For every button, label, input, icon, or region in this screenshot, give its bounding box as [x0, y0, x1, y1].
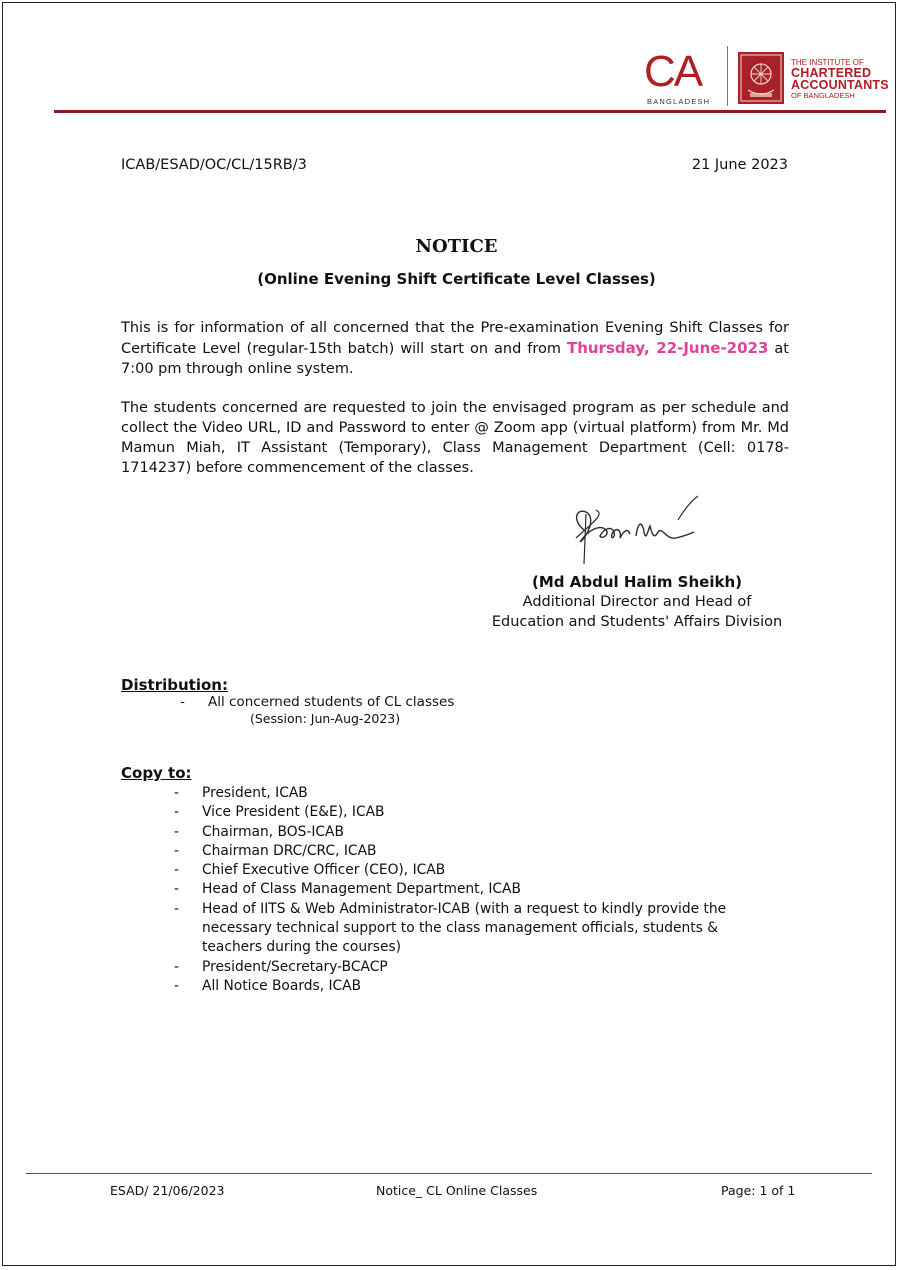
ca-logo-letters: CA	[644, 47, 702, 96]
icab-wordmark	[791, 58, 891, 100]
signatory-designation-2: Education and Students' Affairs Division	[491, 614, 783, 630]
list-dash: -	[174, 900, 179, 917]
list-item	[174, 900, 774, 958]
list-item	[174, 803, 774, 822]
list-item	[174, 958, 774, 977]
page-border	[2, 2, 896, 1266]
list-item-text: Chief Executive Officer (CEO), ICAB	[202, 862, 446, 879]
paragraph-1-end: at 7:00 pm through online system.	[121, 341, 789, 377]
list-item-text: Head of IITS & Web Administrator-ICAB (with a request to kindly provide the necessary technical support to the class management officials, students & teachers during the courses)	[202, 900, 727, 956]
reference-number: ICAB/ESAD/OC/CL/15RB/3	[121, 157, 307, 173]
paragraph-2: The students concerned are requested to join the envisaged program as per schedule and collect the Video URL, ID and Password to enter @ Zoom app (virtual platform) from Mr. Md Mamun Miah, IT Assistant (Temporary), Class Management Department (Cell: 0178-1714237) before commencement of the classes.	[121, 400, 789, 476]
signatory-name: (Md Abdul Halim Sheikh)	[532, 573, 742, 591]
footer-page-number: Page: 1 of 1	[721, 1183, 796, 1198]
distribution-text: All concerned students of CL classes	[208, 694, 455, 710]
list-item	[174, 977, 774, 996]
list-item	[174, 842, 774, 861]
paragraph-1-start: This is for information of all concerned that the Pre-examination Evening Shift Classes for Certificate Level (regular-15th batch) will start on and from	[121, 320, 789, 357]
list-item-text: President, ICAB	[202, 785, 308, 801]
list-item-text: All Notice Boards, ICAB	[202, 977, 362, 994]
list-item	[174, 823, 774, 842]
ca-bangladesh-logo	[644, 47, 720, 110]
list-item	[174, 861, 774, 880]
distribution-session: (Session: Jun-Aug-2023)	[250, 711, 401, 726]
paragraph-1	[121, 318, 789, 379]
notice-title: NOTICE	[415, 236, 498, 257]
list-dash: -	[174, 804, 179, 821]
signature-icon	[566, 490, 706, 572]
list-dash: -	[180, 694, 185, 710]
list-dash: -	[174, 842, 179, 859]
header-rule	[54, 110, 886, 113]
list-item-text: President/Secretary-BCACP	[202, 958, 388, 975]
list-item	[174, 784, 774, 803]
ca-logo-country: BANGLADESH	[647, 97, 711, 106]
notice-date: 21 June 2023	[691, 157, 788, 173]
list-dash: -	[174, 881, 179, 898]
institute-line3: ACCOUNTANTS	[791, 78, 889, 92]
signatory-block	[470, 572, 804, 632]
list-dash: -	[174, 785, 179, 801]
notice-subtitle: (Online Evening Shift Certificate Level Classes)	[257, 270, 656, 288]
distribution-item	[180, 694, 454, 711]
list-item-text: Head of Class Management Department, ICAB	[202, 881, 521, 898]
logo-divider	[727, 46, 728, 106]
list-dash: -	[174, 977, 179, 994]
footer-reference: ESAD/ 21/06/2023	[110, 1183, 225, 1198]
footer-document-name: Notice_ CL Online Classes	[376, 1183, 538, 1198]
copy-to-heading: Copy to:	[121, 764, 192, 782]
list-item-text: Vice President (E&E), ICAB	[202, 804, 385, 821]
list-dash: -	[174, 958, 179, 975]
institute-line1: THE INSTITUTE OF	[791, 58, 864, 67]
icab-crest-icon	[738, 52, 784, 104]
institute-line4: OF BANGLADESH	[791, 91, 855, 100]
signatory-designation-1: Additional Director and Head of	[522, 594, 752, 610]
copy-to-list	[174, 784, 774, 996]
footer-rule	[26, 1173, 872, 1174]
institute-line2: CHARTERED	[791, 66, 872, 80]
list-item-text: Chairman DRC/CRC, ICAB	[202, 842, 377, 859]
distribution-heading: Distribution:	[121, 676, 228, 694]
list-dash: -	[174, 862, 179, 879]
list-item	[174, 880, 774, 899]
list-item-text: Chairman, BOS-ICAB	[202, 823, 344, 840]
start-date-highlight: Thursday, 22-June-2023	[567, 339, 769, 357]
list-dash: -	[174, 823, 179, 840]
